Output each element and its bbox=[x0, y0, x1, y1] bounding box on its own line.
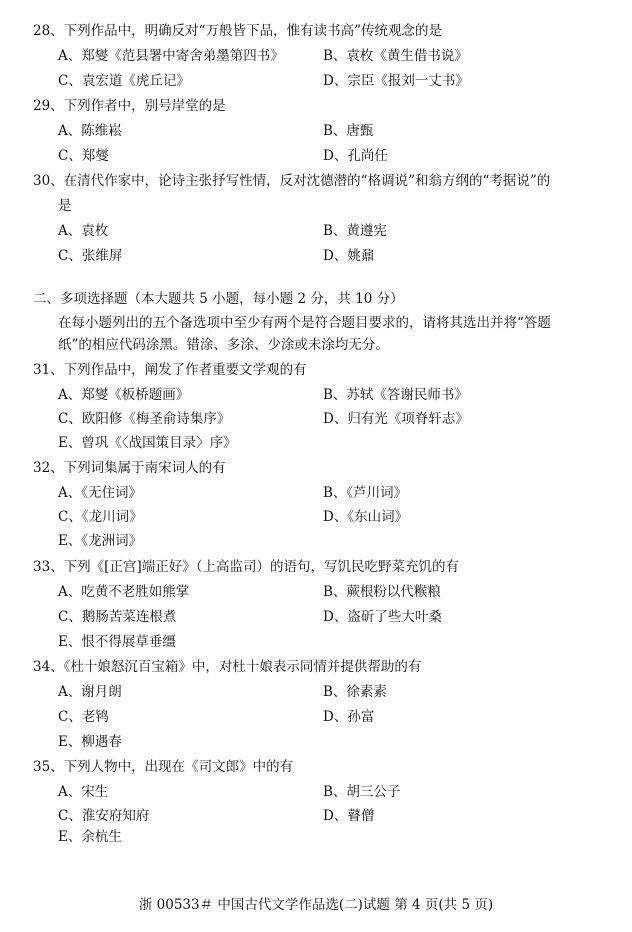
section-heading: 二、多项选择题（本大题共 5 小题，每小题 2 分，共 10 分） bbox=[33, 291, 404, 307]
question-29-option-d: D、孔尚任 bbox=[323, 148, 388, 164]
question-31-option-d: D、归有光《项脊轩志》 bbox=[323, 411, 469, 427]
question-35-option-b: B、胡三公子 bbox=[323, 784, 401, 800]
question-29-option-b: B、唐甄 bbox=[323, 123, 374, 139]
question-33-option-c: C、鹅肠苦菜连根煮 bbox=[58, 609, 177, 625]
question-34-option-e: E、柳遇春 bbox=[58, 734, 122, 750]
question-31-stem: 31、下列作品中，阐发了作者重要文学观的有 bbox=[33, 362, 307, 378]
question-28-stem: 28、下列作品中，明确反对“万般皆下品，惟有读书高”传统观念的是 bbox=[33, 23, 442, 39]
question-34-option-c: C、老鸨 bbox=[58, 709, 109, 725]
question-29-option-a: A、陈维崧 bbox=[58, 123, 122, 139]
section-instructions-line-1: 在每小题列出的五个备选项中至少有两个是符合题目要求的，请将其选出并将“答题 bbox=[58, 315, 551, 331]
question-30-stem-continued: 是 bbox=[58, 198, 72, 214]
question-32-stem: 32、下列词集属于南宋词人的有 bbox=[33, 460, 226, 476]
question-31-option-a: A、郑燮《板桥题画》 bbox=[58, 387, 190, 403]
question-33-option-b: B、蕨根粉以代糇粮 bbox=[323, 584, 441, 600]
question-30-option-d: D、姚鼐 bbox=[323, 248, 375, 264]
question-32-option-e: E、《龙洲词》 bbox=[58, 533, 143, 549]
question-28-option-b: B、袁枚《黄生借书说》 bbox=[323, 48, 468, 64]
question-32-option-b: B、《芦川词》 bbox=[323, 485, 408, 501]
question-31-option-e: E、曾巩《〈战国策目录〉序》 bbox=[58, 435, 237, 451]
question-34-option-d: D、孙富 bbox=[323, 709, 375, 725]
question-31-option-b: B、苏轼《答谢民师书》 bbox=[323, 387, 468, 403]
question-35-stem: 35、下列人物中，出现在《司文郎》中的有 bbox=[33, 759, 294, 775]
question-32-option-a: A、《无住词》 bbox=[58, 485, 142, 501]
question-29-stem: 29、下列作者中，别号岸堂的是 bbox=[33, 98, 226, 114]
question-28-option-d: D、宗臣《报刘一丈书》 bbox=[323, 73, 469, 89]
question-33-stem: 33、下列《[正宫]端正好》（上高监司）的语句，写饥民吃野菜充饥的有 bbox=[33, 559, 459, 575]
question-30-option-c: C、张维屏 bbox=[58, 248, 123, 264]
question-30-stem: 30、在清代作家中，论诗主张抒写性情，反对沈德潜的“格调说”和翁方纲的“考据说”的 bbox=[33, 173, 551, 189]
question-28-option-c: C、袁宏道《虎丘记》 bbox=[58, 73, 190, 89]
question-34-stem: 34、《杜十娘怒沉百宝箱》中，对杜十娘表示同情并提供帮助的有 bbox=[33, 659, 422, 675]
question-33-option-e: E、恨不得展草垂缰 bbox=[58, 634, 176, 650]
question-33-option-d: D、盗斫了些大叶桑 bbox=[323, 609, 442, 625]
question-29-option-c: C、郑燮 bbox=[58, 148, 109, 164]
question-35-option-d: D、瞽僧 bbox=[323, 808, 375, 824]
question-33-option-a: A、吃黄不老胜如熊掌 bbox=[58, 584, 190, 600]
page-footer: 浙 00533＃ 中国古代文学作品选(二)试题 第 4 页(共 5 页) bbox=[138, 897, 494, 913]
question-34-option-b: B、徐素素 bbox=[323, 684, 387, 700]
question-35-option-e: E、余杭生 bbox=[58, 829, 122, 845]
section-instructions-line-2: 纸”的相应代码涂黑。错涂、多涂、少涂或未涂均无分。 bbox=[58, 337, 389, 353]
question-34-option-a: A、谢月朗 bbox=[58, 684, 122, 700]
question-30-option-a: A、袁枚 bbox=[58, 223, 109, 239]
question-28-option-a: A、郑燮《范县署中寄舍弟墨第四书》 bbox=[58, 48, 284, 64]
question-32-option-c: C、《龙川词》 bbox=[58, 509, 143, 525]
question-31-option-c: C、欧阳修《梅圣俞诗集序》 bbox=[58, 411, 231, 427]
question-35-option-c: C、淮安府知府 bbox=[58, 808, 150, 824]
question-32-option-d: D、《东山词》 bbox=[323, 509, 409, 525]
question-35-option-a: A、宋生 bbox=[58, 784, 109, 800]
question-30-option-b: B、黄遵宪 bbox=[323, 223, 387, 239]
